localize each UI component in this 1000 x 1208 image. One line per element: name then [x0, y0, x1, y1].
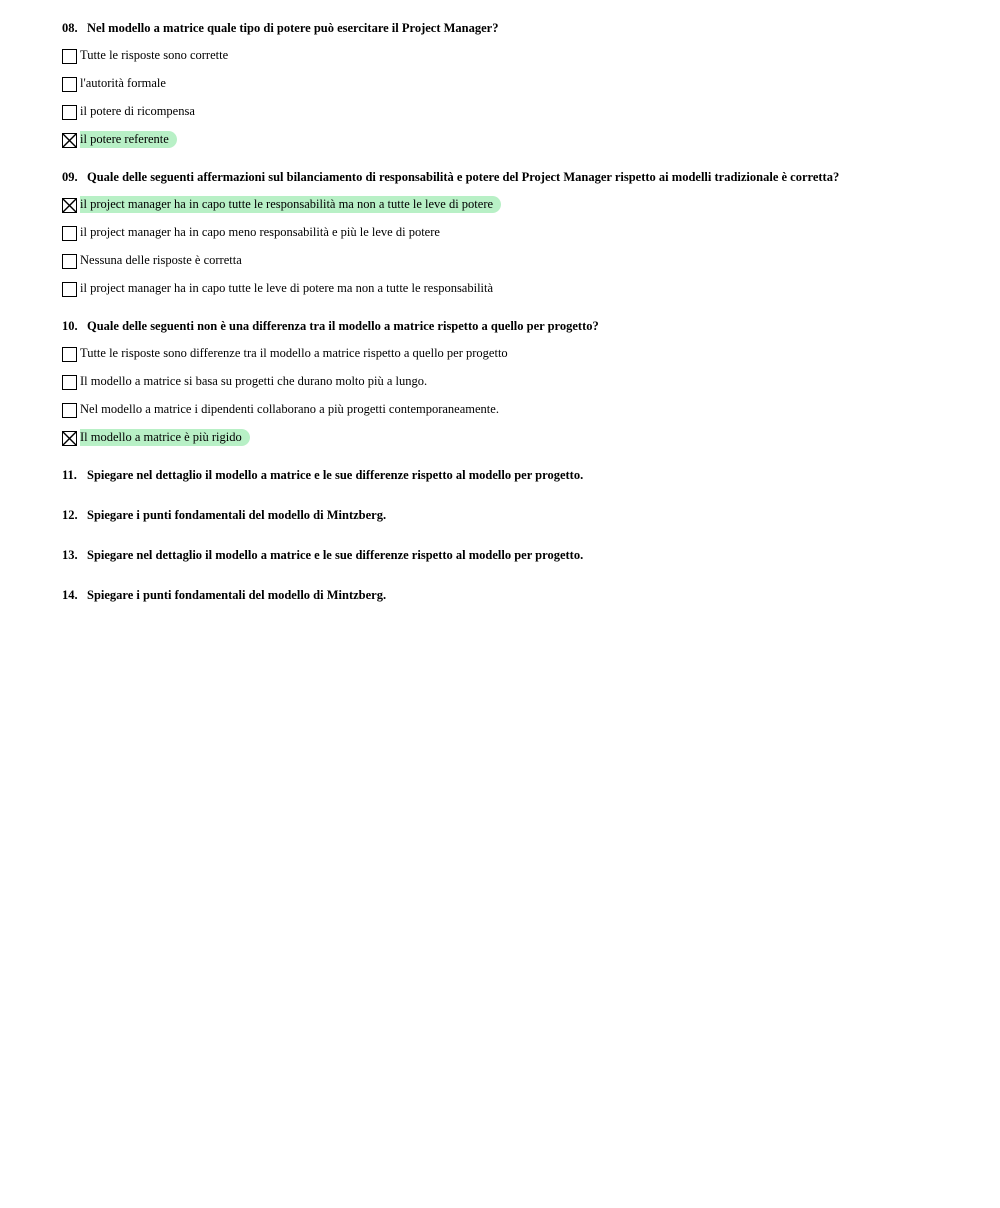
options-list	[62, 48, 982, 149]
option-label: Nessuna delle risposte è corretta	[80, 253, 242, 267]
option-item[interactable]	[62, 132, 982, 149]
checkbox[interactable]	[62, 77, 77, 92]
question-text: Quale delle seguenti non è una differenza tra il modello a matrice rispetto a quello per progetto?	[87, 319, 599, 333]
question-text: Quale delle seguenti affermazioni sul bilanciamento di responsabilità e potere del Project Manager rispetto ai modelli tradizionale è corretta?	[87, 170, 840, 184]
options-list	[62, 197, 982, 298]
checkbox[interactable]	[62, 282, 77, 297]
question-number: 08.	[62, 21, 78, 35]
question-heading	[62, 467, 982, 484]
option-label: Tutte le risposte sono differenze tra il modello a matrice rispetto a quello per progetto	[80, 346, 508, 360]
question-number: 11.	[62, 468, 77, 482]
option-item[interactable]	[62, 48, 982, 65]
question-heading	[62, 547, 982, 564]
question-text: Spiegare nel dettaglio il modello a matrice e le sue differenze rispetto al modello per progetto.	[87, 468, 584, 482]
checkbox[interactable]	[62, 347, 77, 362]
question-number: 13.	[62, 548, 78, 562]
checkbox[interactable]	[62, 431, 77, 446]
option-label: Il modello a matrice è più rigido	[80, 429, 250, 446]
checkbox[interactable]	[62, 403, 77, 418]
question-block-09	[62, 169, 982, 298]
option-label: il project manager ha in capo tutte le leve di potere ma non a tutte le responsabilità	[80, 281, 494, 295]
checkbox[interactable]	[62, 198, 77, 213]
option-label: il potere referente	[80, 131, 177, 148]
option-label: il project manager ha in capo meno responsabilità e più le leve di potere	[80, 225, 440, 239]
question-block-10	[62, 318, 982, 447]
option-item[interactable]	[62, 281, 982, 298]
option-label: il project manager ha in capo tutte le responsabilità ma non a tutte le leve di potere	[80, 196, 501, 213]
question-heading	[62, 587, 982, 604]
option-label: il potere di ricompensa	[80, 104, 195, 118]
question-text: Spiegare i punti fondamentali del modello di Mintzberg.	[87, 588, 387, 602]
question-heading	[62, 507, 982, 524]
options-list	[62, 346, 982, 447]
checkbox[interactable]	[62, 49, 77, 64]
option-item[interactable]	[62, 346, 982, 363]
checkbox[interactable]	[62, 375, 77, 390]
question-heading	[62, 20, 982, 37]
option-item[interactable]	[62, 197, 982, 214]
question-text: Spiegare nel dettaglio il modello a matrice e le sue differenze rispetto al modello per progetto.	[87, 548, 584, 562]
option-item[interactable]	[62, 430, 982, 447]
option-item[interactable]	[62, 253, 982, 270]
question-number: 12.	[62, 508, 78, 522]
checkbox[interactable]	[62, 133, 77, 148]
checkbox[interactable]	[62, 105, 77, 120]
question-heading	[62, 318, 982, 335]
option-label: Il modello a matrice si basa su progetti che durano molto più a lungo.	[80, 374, 428, 388]
option-item[interactable]	[62, 104, 982, 121]
quiz-page	[62, 20, 982, 627]
option-item[interactable]	[62, 402, 982, 419]
question-text: Nel modello a matrice quale tipo di potere può esercitare il Project Manager?	[87, 21, 499, 35]
checkbox[interactable]	[62, 254, 77, 269]
question-number: 14.	[62, 588, 78, 602]
option-label: Nel modello a matrice i dipendenti collaborano a più progetti contemporaneamente.	[80, 402, 499, 416]
question-block-12	[62, 507, 982, 524]
question-block-11	[62, 467, 982, 484]
question-number: 09.	[62, 170, 78, 184]
option-item[interactable]	[62, 374, 982, 391]
checkmark-x-icon	[63, 134, 76, 147]
option-label: Tutte le risposte sono corrette	[80, 48, 229, 62]
question-block-14	[62, 587, 982, 604]
option-item[interactable]	[62, 76, 982, 93]
checkmark-x-icon	[63, 432, 76, 445]
option-label: l'autorità formale	[80, 76, 166, 90]
checkbox[interactable]	[62, 226, 77, 241]
question-text: Spiegare i punti fondamentali del modello di Mintzberg.	[87, 508, 387, 522]
question-block-08	[62, 20, 982, 149]
checkmark-x-icon	[63, 199, 76, 212]
question-heading	[62, 169, 982, 186]
question-number: 10.	[62, 319, 78, 333]
option-item[interactable]	[62, 225, 982, 242]
question-block-13	[62, 547, 982, 564]
